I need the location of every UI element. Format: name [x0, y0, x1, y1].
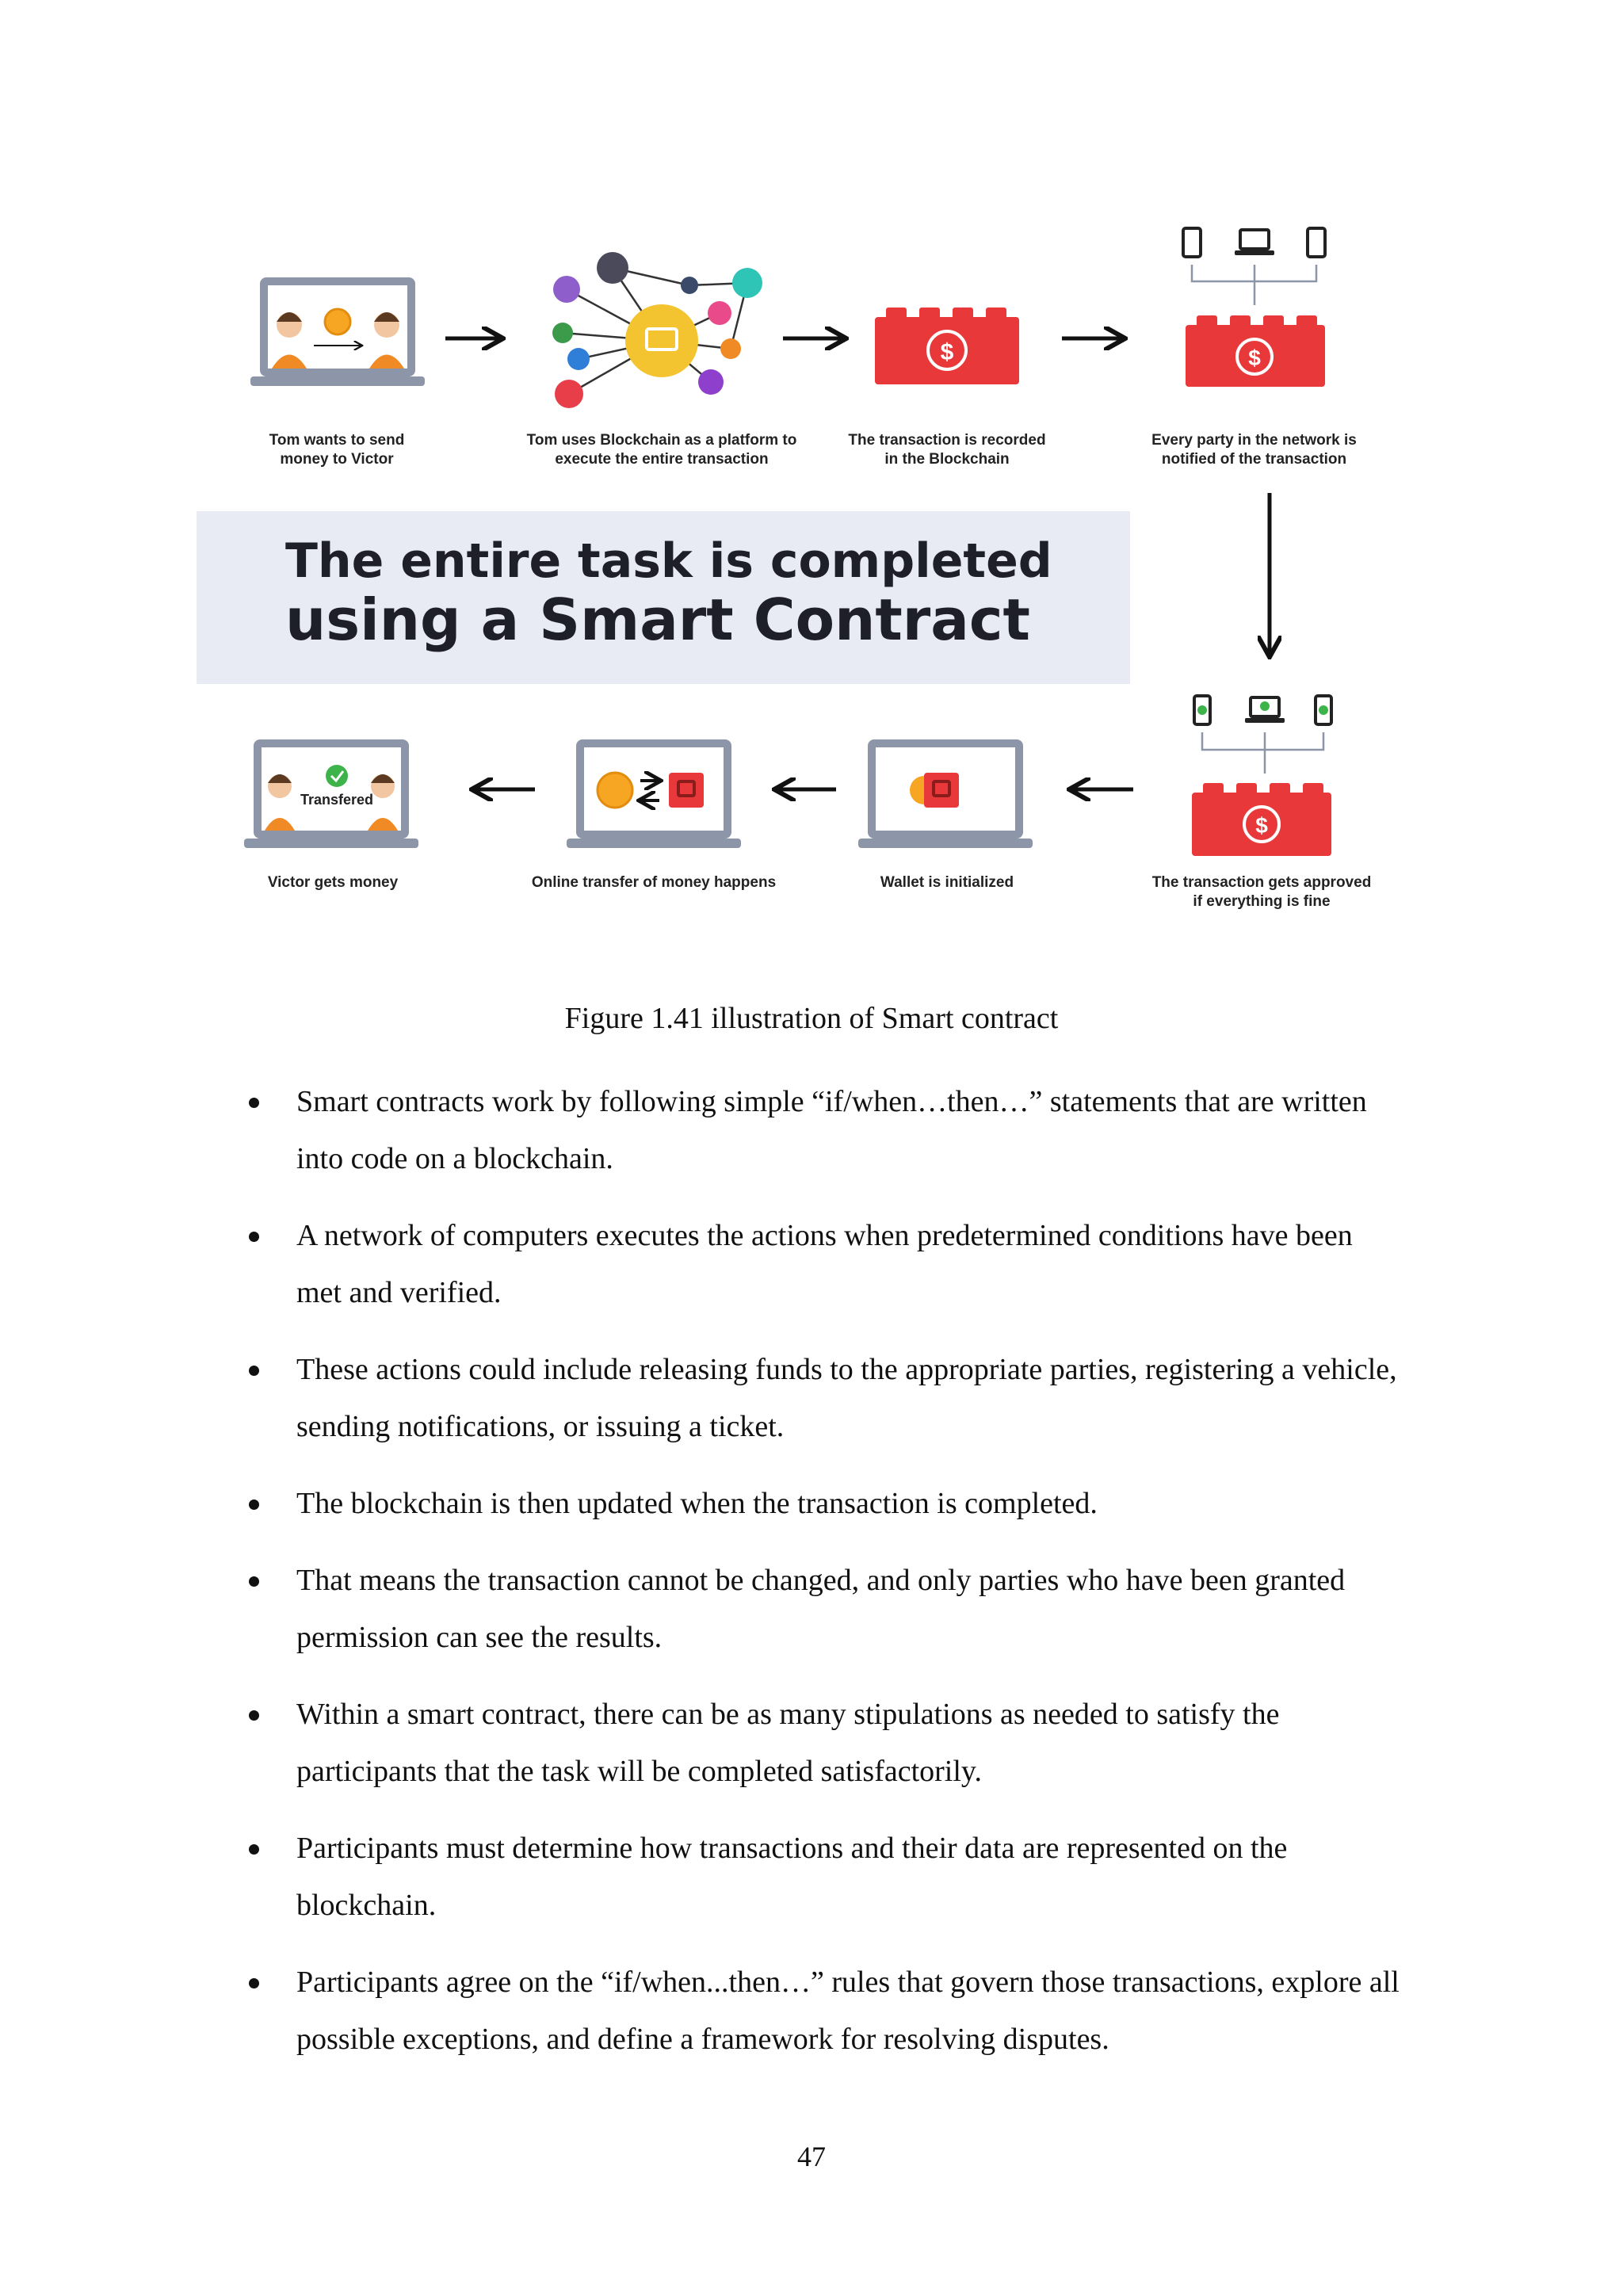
phone-icon [1308, 228, 1325, 257]
phone-icon [1316, 696, 1331, 724]
banner-line-2: using a Smart Contract [285, 586, 1030, 654]
coin-icon [325, 309, 350, 334]
phone-icon [1183, 228, 1201, 257]
list-item: Smart contracts work by following simple “if/when…then…” statements that are written into code on a blockchain. [238, 1073, 1403, 1187]
caption-notified: Every party in the network is notified of the transaction [1151, 432, 1357, 468]
bullet-icon [249, 1978, 259, 1988]
phone-icon [1194, 696, 1210, 724]
check-icon [1319, 705, 1328, 715]
check-icon [1260, 701, 1270, 711]
svg-text:$: $ [940, 339, 954, 365]
list-item: That means the transaction cannot be changed, and only parties who have been granted permission can see the results. [238, 1552, 1403, 1666]
bullet-list [238, 1073, 1403, 2088]
list-item: The blockchain is then updated when the transaction is completed. [238, 1475, 1403, 1532]
wallet-icon [669, 773, 704, 808]
bullet-icon [249, 1710, 259, 1721]
caption-tom-wants: Tom wants to send money to Victor [269, 432, 405, 468]
caption-approved: The transaction gets approved if everything is fine [1151, 874, 1372, 910]
bullet-icon [249, 1499, 259, 1510]
bullet-icon [249, 1576, 259, 1587]
coin-icon [598, 773, 632, 808]
caption-wallet: Wallet is initialized [880, 874, 1014, 891]
list-item: Within a smart contract, there can be as many stipulations as needed to satisfy the participants that the task will be completed satisfactorily. [238, 1686, 1403, 1800]
laptop-icon [1235, 230, 1274, 255]
transferred-label: Transfered [300, 792, 374, 808]
list-item: Participants must determine how transactions and their data are represented on the blockchain. [238, 1820, 1403, 1934]
list-item: A network of computers executes the actions when predetermined conditions have been met and verified. [238, 1207, 1403, 1321]
figure-caption: Figure 1.41 illustration of Smart contract [564, 1002, 1059, 1035]
svg-text:$: $ [1255, 813, 1268, 838]
svg-text:$: $ [1248, 346, 1261, 370]
caption-victor-gets: Victor gets money [267, 874, 399, 891]
network-icon [552, 252, 762, 408]
smart-contract-banner [197, 511, 1130, 684]
bullet-icon [249, 1098, 259, 1108]
laptop-icon [1245, 697, 1285, 723]
laptop-icon [567, 739, 741, 848]
caption-recorded: The transaction is recorded in the Blockchain [848, 432, 1046, 468]
bullet-icon [249, 1366, 259, 1376]
check-icon [326, 765, 348, 787]
banner-line-1: The entire task is completed [285, 533, 1052, 589]
bullet-icon [249, 1844, 259, 1855]
caption-tom-uses: Tom uses Blockchain as a platform to execute the entire transaction [526, 432, 797, 468]
page-number: 47 [797, 2141, 826, 2172]
list-item: Participants agree on the “if/when...then…” rules that govern those transactions, explore all possible exceptions, and define a framework for resolving disputes. [238, 1954, 1403, 2068]
check-icon [1197, 705, 1207, 715]
wallet-icon [910, 773, 959, 808]
caption-online-transfer: Online transfer of money happens [531, 874, 777, 891]
list-item: These actions could include releasing funds to the appropriate parties, registering a vehicle, sending notifications, or issuing a ticket. [238, 1341, 1403, 1455]
bullet-icon [249, 1232, 259, 1242]
